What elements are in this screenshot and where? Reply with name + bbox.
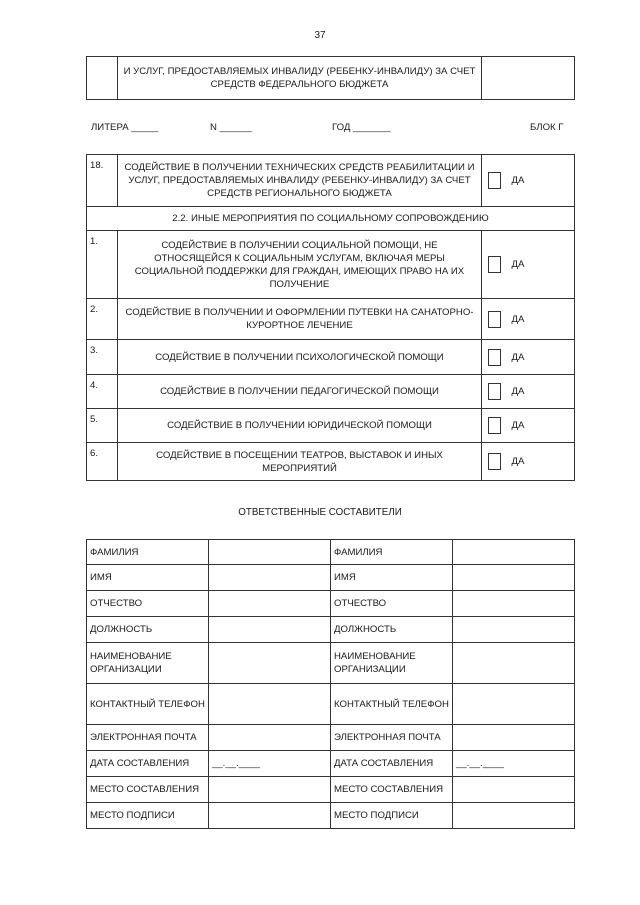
field-value[interactable] [209,684,331,725]
field-label: КОНТАКТНЫЙ ТЕЛЕФОН [87,684,209,725]
field-value[interactable] [453,725,575,751]
row-number: 3. [87,340,118,375]
field-value[interactable] [453,540,575,565]
answer-label: ДА [508,155,575,207]
section-title: 2.2. ИНЫЕ МЕРОПРИЯТИЯ ПО СОЦИАЛЬНОМУ СОПРОВОЖДЕНИЮ [87,207,575,231]
field-value[interactable] [209,565,331,591]
row-description: СОДЕЙСТВИЕ В ПОЛУЧЕНИИ ПСИХОЛОГИЧЕСКОЙ ПОМОЩИ [118,340,482,375]
field-label: МЕСТО ПОДПИСИ [331,803,453,829]
continuation-row [87,57,575,100]
field-value[interactable] [453,803,575,829]
field-value[interactable] [453,565,575,591]
field-label: НАИМЕНОВАНИЕ ОРГАНИЗАЦИИ [87,643,209,684]
field-value[interactable] [209,777,331,803]
checkbox[interactable] [488,453,501,470]
table-row [87,340,575,375]
table-row [87,684,575,725]
checkbox[interactable] [488,417,501,434]
answer-label: ДА [508,375,575,409]
row-description: СОДЕЙСТВИЕ В ПОЛУЧЕНИИ СОЦИАЛЬНОЙ ПОМОЩИ, НЕ ОТНОСЯЩЕЙСЯ К СОЦИАЛЬНЫМ УСЛУГАМ, ВКЛЮЧАЯ МЕРЫ СОЦИАЛЬНОЙ ПОДДЕРЖКИ ДЛЯ ГРАЖДАН, ИМЕЮЩИХ ПРАВО НА ИХ ПОЛУЧЕНИЕ [118,231,482,299]
checkbox[interactable] [488,256,501,273]
field-value[interactable]: __.__.____ [209,751,331,777]
row-number: 5. [87,409,118,443]
row-description: СОДЕЙСТВИЕ В ПОЛУЧЕНИИ ТЕХНИЧЕСКИХ СРЕДСТВ РЕАБИЛИТАЦИИ И УСЛУГ, ПРЕДОСТАВЛЯЕМЫХ ИНВАЛИДУ (РЕБЕНКУ-ИНВАЛИДУ) ЗА СЧЕТ СРЕДСТВ РЕГИОНАЛЬНОГО БЮДЖЕТА [118,155,482,207]
table-row [87,409,575,443]
table-row [87,375,575,409]
row-number: 2. [87,299,118,340]
row-number: 18. [87,155,118,207]
field-value[interactable] [209,643,331,684]
answer-label: ДА [508,299,575,340]
field-label: ЭЛЕКТРОННАЯ ПОЧТА [87,725,209,751]
responsible-table [86,539,575,829]
continuation-description: И УСЛУГ, ПРЕДОСТАВЛЯЕМЫХ ИНВАЛИДУ (РЕБЕНКУ-ИНВАЛИДУ) ЗА СЧЕТ СРЕДСТВ ФЕДЕРАЛЬНОГО БЮДЖЕТА [118,57,482,100]
field-label: ИМЯ [87,565,209,591]
answer-label: ДА [508,443,575,481]
page-number: 37 [314,30,326,41]
field-value[interactable] [209,803,331,829]
table-row [87,751,575,777]
table-row [87,725,575,751]
measures-table [86,154,575,481]
field-label: ФАМИЛИЯ [331,540,453,565]
field-label: ДАТА СОСТАВЛЕНИЯ [331,751,453,777]
field-value[interactable] [453,591,575,617]
field-label: ЭЛЕКТРОННАЯ ПОЧТА [331,725,453,751]
row-number: 4. [87,375,118,409]
table-row [87,231,575,299]
header-block: БЛОК Г [530,122,564,133]
field-label: КОНТАКТНЫЙ ТЕЛЕФОН [331,684,453,725]
header-number: N ______ [210,122,252,133]
field-label: ФАМИЛИЯ [87,540,209,565]
field-value[interactable] [209,725,331,751]
row-description: СОДЕЙСТВИЕ В ПОСЕЩЕНИИ ТЕАТРОВ, ВЫСТАВОК И ИНЫХ МЕРОПРИЯТИЙ [118,443,482,481]
table-row [87,643,575,684]
field-label: ДАТА СОСТАВЛЕНИЯ [87,751,209,777]
row-number: 6. [87,443,118,481]
table-row [87,155,575,207]
field-value[interactable] [453,643,575,684]
answer-label: ДА [508,340,575,375]
table-row [87,803,575,829]
field-value[interactable] [453,684,575,725]
field-label: ДОЛЖНОСТЬ [87,617,209,643]
field-label: ОТЧЕСТВО [87,591,209,617]
answer-label: ДА [508,231,575,299]
responsible-title: ОТВЕТСТВЕННЫЕ СОСТАВИТЕЛИ [238,507,402,518]
field-value[interactable] [209,617,331,643]
header-litera: ЛИТЕРА _____ [91,122,158,133]
field-value[interactable] [453,617,575,643]
field-label: МЕСТО СОСТАВЛЕНИЯ [331,777,453,803]
field-label: НАИМЕНОВАНИЕ ОРГАНИЗАЦИИ [331,643,453,684]
field-label: МЕСТО ПОДПИСИ [87,803,209,829]
checkbox[interactable] [488,311,501,328]
field-label: ИМЯ [331,565,453,591]
row-description: СОДЕЙСТВИЕ В ПОЛУЧЕНИИ ЮРИДИЧЕСКОЙ ПОМОЩИ [118,409,482,443]
field-value[interactable] [209,591,331,617]
field-value[interactable] [209,540,331,565]
field-label: МЕСТО СОСТАВЛЕНИЯ [87,777,209,803]
header-year: ГОД _______ [332,122,391,133]
row-description: СОДЕЙСТВИЕ В ПОЛУЧЕНИИ И ОФОРМЛЕНИИ ПУТЕВКИ НА САНАТОРНО-КУРОРТНОЕ ЛЕЧЕНИЕ [118,299,482,340]
checkbox[interactable] [488,172,501,189]
checkbox[interactable] [488,349,501,366]
continuation-num-cell [87,57,118,100]
field-value[interactable]: __.__.____ [453,751,575,777]
row-number: 1. [87,231,118,299]
table-row [87,443,575,481]
table-row [87,777,575,803]
field-label: ОТЧЕСТВО [331,591,453,617]
continuation-answer-cell [482,57,575,100]
answer-label: ДА [508,409,575,443]
table-row [87,617,575,643]
field-label: ДОЛЖНОСТЬ [331,617,453,643]
row-description: СОДЕЙСТВИЕ В ПОЛУЧЕНИИ ПЕДАГОГИЧЕСКОЙ ПОМОЩИ [118,375,482,409]
section-header-row [87,207,575,231]
table-row [87,591,575,617]
continuation-table [86,56,575,100]
field-value[interactable] [453,777,575,803]
checkbox[interactable] [488,383,501,400]
table-row [87,540,575,565]
table-row [87,565,575,591]
table-row [87,299,575,340]
